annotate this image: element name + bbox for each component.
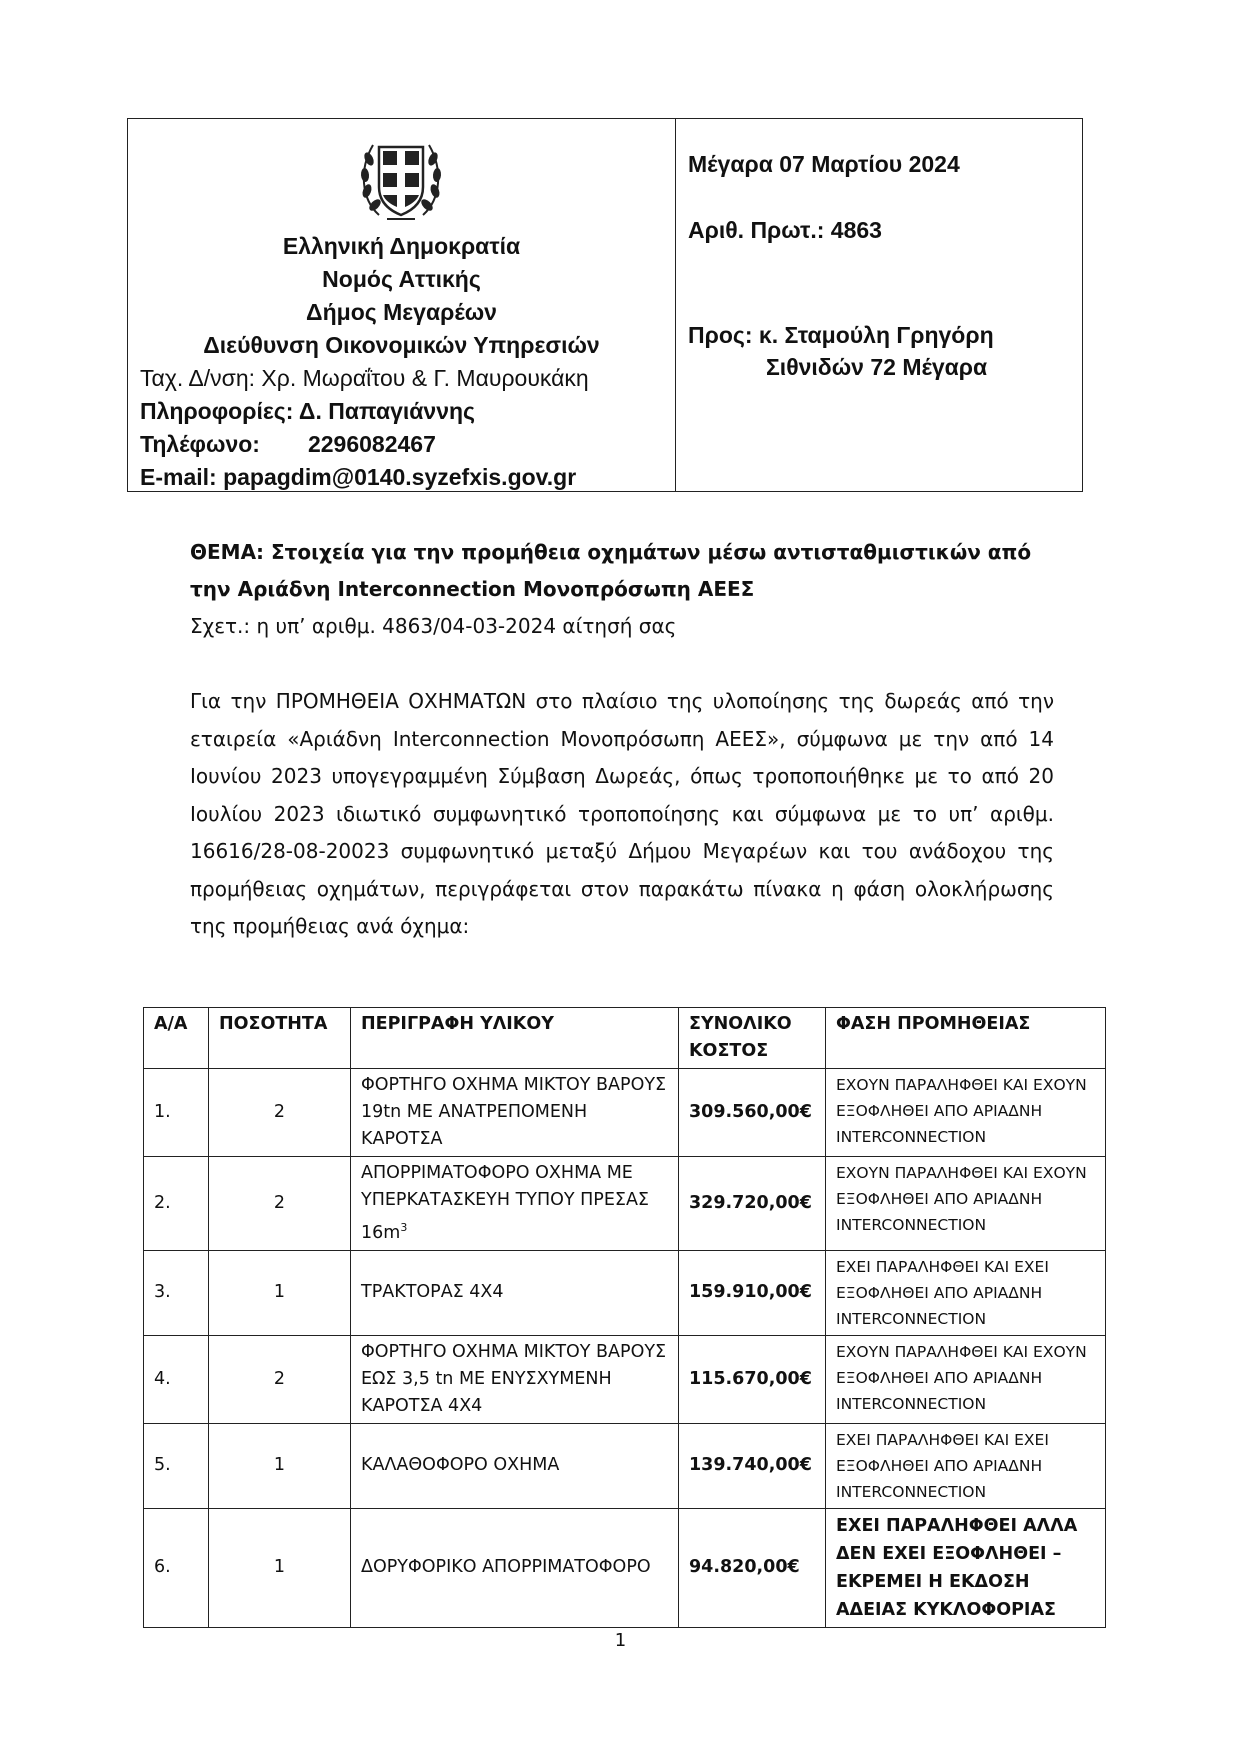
- cell-phase: ΕΧΕΙ ΠΑΡΑΛΗΦΘΕΙ ΑΛΛΑ ΔΕΝ ΕΧΕΙ ΕΞΟΦΛΗΘΕΙ – ΕΚΡΕΜΕΙ Η ΕΚΔΟΣΗ ΑΔΕΙΑΣ ΚΥΚΛΟΦΟΡΙΑΣ: [826, 1508, 1106, 1627]
- info-contact: Πληροφορίες: Δ. Παπαγιάννης: [140, 398, 476, 424]
- contact-details: [140, 362, 589, 494]
- cell-quantity: 1: [209, 1508, 351, 1627]
- table-row: [144, 1069, 1106, 1157]
- authority-line: Νομός Αττικής: [322, 266, 481, 292]
- cell-total-cost: 329.720,00€: [679, 1157, 826, 1251]
- cell-aa: 1.: [144, 1069, 209, 1157]
- recipient-name: Προς: κ. Σταμούλη Γρηγόρη: [688, 322, 994, 348]
- column-header-aa: Α/Α: [144, 1008, 209, 1069]
- cell-quantity: 1: [209, 1250, 351, 1335]
- cell-description: ΤΡΑΚΤΟΡΑΣ 4Χ4: [351, 1250, 679, 1335]
- cell-phase: ΕΧΟΥΝ ΠΑΡΑΛΗΦΘΕΙ ΚΑΙ ΕΧΟΥΝ ΕΞΟΦΛΗΘΕΙ ΑΠΟ ΑΡΙΑΔΝΗ INTERCONNECTION: [826, 1335, 1106, 1423]
- cell-phase: ΕΧΕΙ ΠΑΡΑΛΗΦΘΕΙ ΚΑΙ ΕΧΕΙ ΕΞΟΦΛΗΘΕΙ ΑΠΟ ΑΡΙΑΔΝΗ INTERCONNECTION: [826, 1250, 1106, 1335]
- table-row: [144, 1335, 1106, 1423]
- recipient-block: [676, 119, 1082, 491]
- cell-description: ΦΟΡΤΗΓΟ ΟΧΗΜΑ ΜΙΚΤΟΥ ΒΑΡΟΥΣ 19tn ΜΕ ΑΝΑΤΡΕΠΟΜΕΝΗ ΚΑΡΟΤΣΑ: [351, 1069, 679, 1157]
- cell-total-cost: 159.910,00€: [679, 1250, 826, 1335]
- table-row: [144, 1157, 1106, 1251]
- authority-line: Διεύθυνση Οικονομικών Υπηρεσιών: [203, 332, 600, 358]
- cell-phase: ΕΧΟΥΝ ΠΑΡΑΛΗΦΘΕΙ ΚΑΙ ΕΧΟΥΝ ΕΞΟΦΛΗΘΕΙ ΑΠΟ ΑΡΙΑΔΝΗ INTERCONNECTION: [826, 1157, 1106, 1251]
- cell-aa: 3.: [144, 1250, 209, 1335]
- superscript: 3: [400, 1221, 408, 1234]
- document-date: Μέγαρα 07 Μαρτίου 2024: [688, 151, 960, 177]
- table-row: [144, 1250, 1106, 1335]
- phone-label: Τηλέφωνο:: [140, 431, 260, 457]
- column-header-total-cost: ΣΥΝΟΛΙΚΟ ΚΟΣΤΟΣ: [679, 1008, 826, 1069]
- table-row: [144, 1508, 1106, 1627]
- letterhead-box: [127, 118, 1083, 492]
- cell-aa: 2.: [144, 1157, 209, 1251]
- email-address: E-mail: papagdim@0140.syzefxis.gov.gr: [140, 464, 577, 490]
- cell-description: ΚΑΛΑΘΟΦΟΡΟ ΟΧΗΜΑ: [351, 1423, 679, 1508]
- cell-description: ΔΟΡΥΦΟΡΙΚΟ ΑΠΟΡΡΙΜΑΤΟΦΟΡΟ: [351, 1508, 679, 1627]
- page-number: 1: [614, 1630, 627, 1651]
- column-header-phase: ΦΑΣΗ ΠΡΟΜΗΘΕΙΑΣ: [826, 1008, 1106, 1069]
- authority-line: Ελληνική Δημοκρατία: [282, 233, 521, 259]
- protocol-number: Αριθ. Πρωτ.: 4863: [688, 217, 882, 243]
- table-row: [144, 1423, 1106, 1508]
- subject-line: ΘΕΜΑ: Στοιχεία για την προμήθεια οχημάτων μέσω αντισταθμιστικών από την Αριάδνη Interconnection Μονοπρόσωπη ΑΕΕΣ: [190, 540, 1032, 601]
- cell-aa: 5.: [144, 1423, 209, 1508]
- column-header-quantity: ΠΟΣΟΤΗΤΑ: [209, 1008, 351, 1069]
- cell-quantity: 2: [209, 1335, 351, 1423]
- cell-total-cost: 115.670,00€: [679, 1335, 826, 1423]
- cell-quantity: 2: [209, 1069, 351, 1157]
- cell-total-cost: 139.740,00€: [679, 1423, 826, 1508]
- description-text: ΑΠΟΡΡΙΜΑΤΟΦΟΡΟ ΟΧΗΜΑ ΜΕ ΥΠΕΡΚΑΤΑΣΚΕΥΗ ΤΥΠΟΥ ΠΡΕΣΑΣ 16m: [361, 1163, 649, 1243]
- cell-aa: 4.: [144, 1335, 209, 1423]
- cell-quantity: 1: [209, 1423, 351, 1508]
- cell-quantity: 2: [209, 1157, 351, 1251]
- cell-total-cost: 309.560,00€: [679, 1069, 826, 1157]
- cell-total-cost: 94.820,00€: [679, 1508, 826, 1627]
- hellenic-republic-emblem-icon: [357, 129, 445, 225]
- cell-phase: ΕΧΟΥΝ ΠΑΡΑΛΗΦΘΕΙ ΚΑΙ ΕΧΟΥΝ ΕΞΟΦΛΗΘΕΙ ΑΠΟ ΑΡΙΑΔΝΗ INTERCONNECTION: [826, 1069, 1106, 1157]
- sender-block: [128, 119, 676, 491]
- authority-line: Δήμος Μεγαρέων: [306, 299, 497, 325]
- issuing-authority: [128, 230, 675, 362]
- table-header-row: [144, 1008, 1106, 1069]
- cell-phase: ΕΧΕΙ ΠΑΡΑΛΗΦΘΕΙ ΚΑΙ ΕΧΕΙ ΕΞΟΦΛΗΘΕΙ ΑΠΟ ΑΡΙΑΔΝΗ INTERCONNECTION: [826, 1423, 1106, 1508]
- vehicles-table: [143, 1007, 1106, 1628]
- body-paragraph: Για την ΠΡΟΜΗΘΕΙΑ ΟΧΗΜΑΤΩΝ στο πλαίσιο της υλοποίησης της δωρεάς από την εταιρεία «Αριάδνη Interconnection Μονοπρόσωπη ΑΕΕΣ», σύμφωνα με την από 14 Ιουνίου 2023 υπογεγραμμένη Σύμβαση Δωρεάς, όπως τροποποιήθηκε με το από 20 Ιουλίου 2023 ιδιωτικό συμφωνητικό τροποποίησης και σύμφωνα με το υπ’ αριθμ. 16616/28-08-20023 συμφωνητικό μεταξύ Δήμου Μεγαρέων και του ανάδοχου της προμήθειας οχημάτων, περιγράφεται στον παρακάτω πίνακα η φάση ολοκλήρωσης της προμήθειας ανά όχημα:: [190, 689, 1054, 938]
- phone-row: [140, 428, 589, 461]
- phone-number: 2296082467: [307, 431, 436, 457]
- cell-description: ΦΟΡΤΗΓΟ ΟΧΗΜΑ ΜΙΚΤΟΥ ΒΑΡΟΥΣ ΕΩΣ 3,5 tn ΜΕ ΕΝΥΣΧΥΜΕΝΗ ΚΑΡΟΤΣΑ 4Χ4: [351, 1335, 679, 1423]
- cell-description: [351, 1157, 679, 1251]
- recipient-address: Σιθνιδών 72 Μέγαρα: [766, 354, 988, 380]
- cell-aa: 6.: [144, 1508, 209, 1627]
- reference-line: Σχετ.: η υπ’ αριθμ. 4863/04-03-2024 αίτησή σας: [190, 614, 677, 638]
- postal-address: Ταχ. Δ/νση: Χρ. Μωραΐτου & Γ. Μαυρουκάκη: [140, 365, 589, 391]
- column-header-description: ΠΕΡΙΓΡΑΦΗ ΥΛΙΚΟΥ: [351, 1008, 679, 1069]
